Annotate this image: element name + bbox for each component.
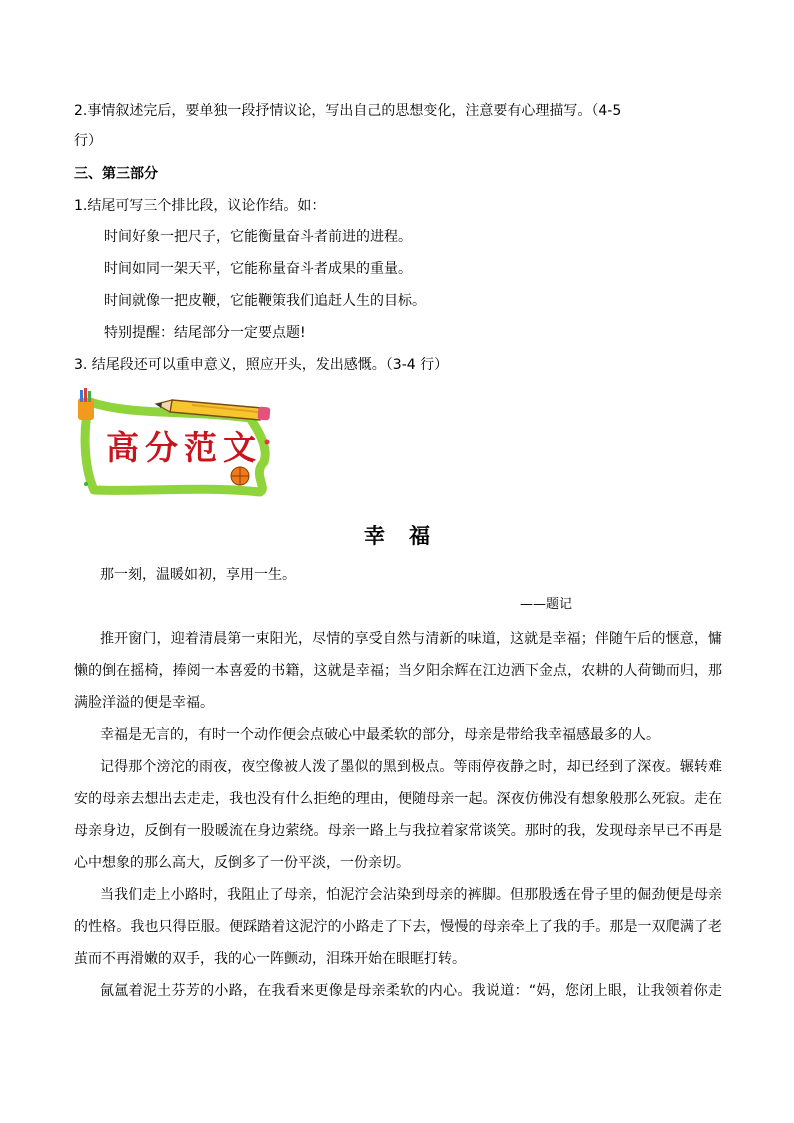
example-line: 时间就像一把皮鞭，它能鞭策我们追赶人生的目标。 [104, 293, 426, 309]
basketball-icon [231, 467, 249, 485]
banner-title: 高分范文 [106, 428, 262, 467]
essay-line: 满脸洋溢的便是幸福。 [74, 695, 214, 711]
essay-line: 幸福是无言的，有时一个动作便会点破心中最柔软的部分，母亲是带给我幸福感最多的人。 [100, 727, 660, 743]
essay-line: 安的母亲去想出去走走，我也没有什么拒绝的理由，便随母亲一起。深夜仿佛没有想象般那么死寂。走在 [74, 791, 722, 807]
essay-title: 幸福 [364, 524, 454, 548]
essay-line: 当我们走上小路时，我阻止了母亲，怕泥泞会沾染到母亲的裤脚。但那股透在骨子里的倔劲便是母亲 [100, 887, 722, 903]
pencil-cup-icon [78, 388, 94, 420]
part3-item3: 3. 结尾段还可以重申意义，照应开头，发出感慨。（3-4 行） [74, 357, 449, 373]
special-reminder: 特别提醒：结尾部分一定要点题! [104, 325, 306, 341]
part2-item2-line2: 行） [74, 133, 102, 149]
part3-heading: 三、第三部分 [74, 166, 158, 182]
part2-item2-line1: 2.事情叙述完后，要单独一段抒情议论，写出自己的思想变化，注意要有心理描写。（4-5 [74, 103, 622, 119]
essay-line: 懒的倒在摇椅，捧阅一本喜爱的书籍，这就是幸福；当夕阳余辉在江边洒下金点，农耕的人荷锄而归，那 [74, 663, 722, 679]
example-line: 时间如同一架天平，它能称量奋斗者成果的重量。 [104, 261, 412, 277]
essay-line: 记得那个滂沱的雨夜，夜空像被人泼了墨似的黑到极点。等雨停夜静之时，却已经到了深夜。辗转难 [100, 759, 722, 775]
example-line: 时间好象一把尺子，它能衡量奋斗者前进的进程。 [104, 229, 412, 245]
essay-line: 茧而不再滑嫩的双手，我的心一阵颤动，泪珠开始在眼眶打转。 [74, 951, 466, 967]
essay-line: 推开窗门，迎着清晨第一束阳光，尽情的享受自然与清新的味道，这就是幸福；伴随午后的惬意，慵 [100, 631, 722, 647]
epigraph: 那一刻，温暖如初，享用一生。 [100, 567, 296, 583]
essay-line: 心中想象的那么高大，反倒多了一份平淡，一份亲切。 [74, 855, 410, 871]
epigraph-source: ——题记 [520, 597, 573, 612]
essay-line: 母亲身边，反倒有一股暖流在身边萦绕。母亲一路上与我拉着家常谈笑。那时的我，发现母亲早已不再是 [74, 823, 722, 839]
part3-item1: 1.结尾可写三个排比段，议论作结。如： [74, 198, 326, 214]
essay-line: 的性格。我也只得臣服。便踩踏着这泥泞的小路走了下去，慢慢的母亲牵上了我的手。那是一双爬满了老 [74, 919, 722, 935]
essay-line: 氤氲着泥土芬芳的小路，在我看来更像是母亲柔软的内心。我说道：“妈，您闭上眼，让我领着你走 [100, 983, 722, 999]
